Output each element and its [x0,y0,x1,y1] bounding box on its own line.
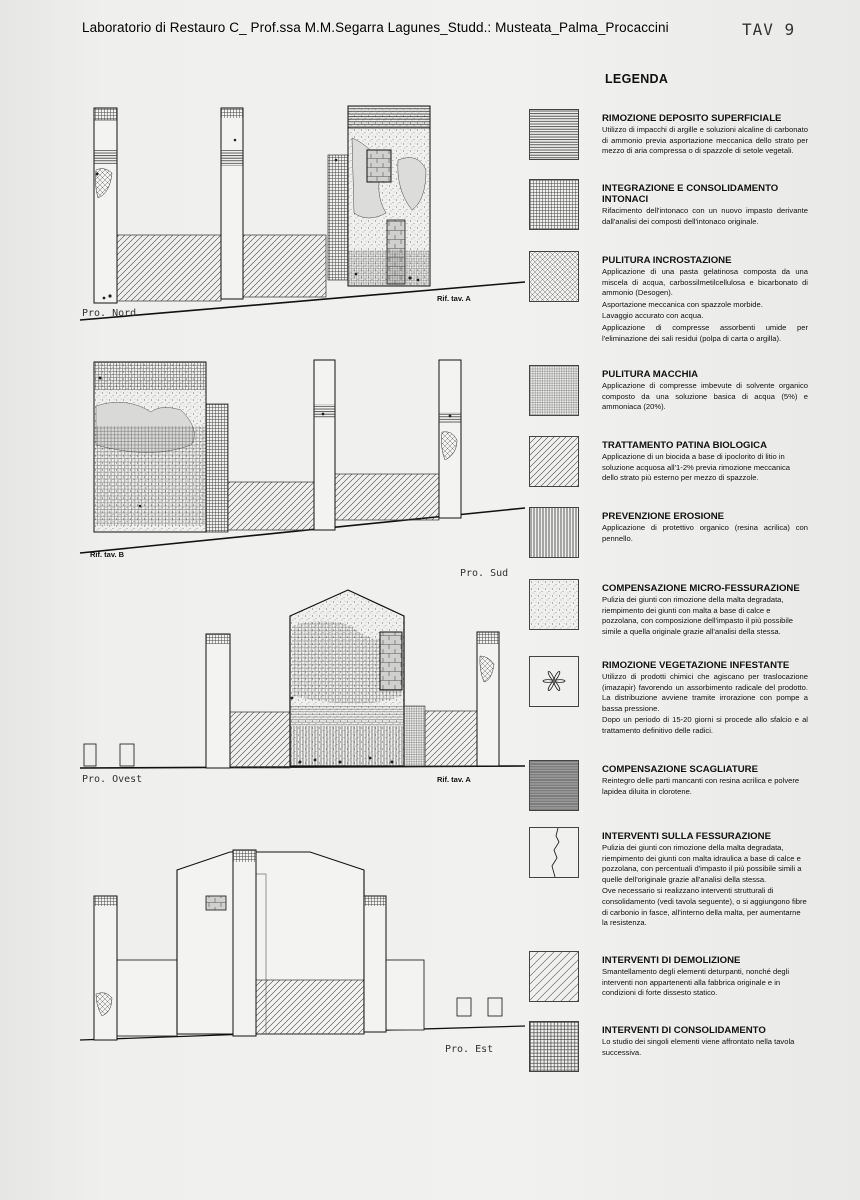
legend-item [602,255,808,344]
legend-item-title: RIMOZIONE VEGETAZIONE INFESTANTE [602,660,790,671]
rif-tav-north: Rif. tav. A [437,294,471,303]
legend-item [602,583,808,637]
sheet-header-title: Laboratorio di Restauro C_ Prof.ssa M.M.Segarra Lagunes_Studd.: Musteata_Palma_Procaccini [82,20,669,35]
legend-item-description: Applicazione di compresse imbevute di solvente organico composto da una soluzione basica di acqua (5%) e ammoniaca (20%). [602,381,808,412]
legend-item-title: INTERVENTI DI DEMOLIZIONE [602,955,741,966]
legend-item [602,955,808,999]
legend-item [602,1025,808,1058]
legend-item [602,764,808,797]
legend-swatch-diagcross [529,251,579,302]
elevation-north [80,100,525,320]
legend-item-description: Dopo un periodo di 15-20 giorni si procede allo sfalcio e al trattamento definitivo delle radici. [602,715,808,735]
legend-swatch-dense [529,760,579,811]
legend-item-title: PULITURA MACCHIA [602,369,699,380]
label-pro-nord: Pro. Nord [82,308,137,319]
legend-item-title: INTERVENTI DI CONSOLIDAMENTO [602,1025,766,1036]
rif-tav-west: Rif. tav. A [437,775,471,784]
legend-item [602,113,808,157]
legend-item [602,831,808,929]
legend-item-description: Pulizia dei giunti con rimozione della malta degradata, riempimento dei giunti con malta idraulica a base di calce e pozzolana, con percentuali d'impasto il più possibile simili a quelle dell'originale grazie all'analisi della stessa. [602,843,802,884]
legend-swatch-crack [529,827,579,878]
legend-item [602,183,808,227]
label-pro-sud: Pro. Sud [460,568,509,579]
legend-swatch-dots [529,579,579,630]
legend-item [602,660,808,737]
legend-item-description: Lavaggio accurato con acqua. [602,311,704,321]
rif-tav-south: Rif. tav. B [90,550,125,559]
legend-item-description: Reintegro delle parti mancanti con resina acrilica e polvere lapidea diluita in clorotene. [602,776,800,796]
legend-item-description: Smantellamento degli elementi deturpanti, nonché degli interventi non appartenenti alla fabbrica originale e in condizioni di forte dissesto statico. [602,967,790,998]
legend-title: LEGENDA [605,72,669,86]
legend-item-title: INTEGRAZIONE E CONSOLIDAMENTO INTONACI [602,183,779,205]
legend-item [602,440,808,484]
legend-swatch-grid [529,179,579,230]
legend-swatch-asterisk [529,656,579,707]
legend-item-title: INTERVENTI SULLA FESSURAZIONE [602,831,771,842]
legend-swatch-grid2 [529,1021,579,1072]
elevation-east [80,844,525,1044]
legend-item-description: Applicazione di protettivo organico (resina acrilica) con pennello. [602,523,808,543]
label-pro-ovest: Pro. Ovest [82,774,143,785]
legend-item-title: COMPENSAZIONE SCAGLIATURE [602,764,758,775]
legend-item-description: Rifacimento dell'intonaco con un nuovo impasto derivante dall'analisi dei composti dell'intonaco originale. [602,206,808,226]
legend-item-title: COMPENSAZIONE MICRO-FESSURAZIONE [602,583,800,594]
legend-swatch-hlines [529,109,579,160]
legend-item-description: Applicazione di compresse assorbenti umide per l'eliminazione dei sali residui (polpa di carta o argilla). [602,322,808,343]
label-pro-est: Pro. Est [445,1044,494,1055]
legend-item-description: Asportazione meccanica con spazzole morbide. [602,299,763,309]
legend-item [602,511,808,544]
legend-swatch-vlines [529,507,579,558]
legend-item-description: Utilizzo di impacchi di argille e soluzioni alcaline di carbonato di ammonio previa asportazione meccanica dello strato per mezzo di aria compressa o di spazzole di setole vegetali. [602,125,808,156]
legend-swatch-diag [529,436,579,487]
legend-swatch-finegrid [529,365,579,416]
elevation-south [80,356,525,556]
table-number: TAV 9 [742,20,796,39]
elevation-west [80,586,525,776]
legend-item-title: RIMOZIONE DEPOSITO SUPERFICIALE [602,113,782,124]
legend-item-description: Lo studio dei singoli elementi viene affrontato nella tavola successiva. [602,1037,795,1057]
legend-swatch-diagwide [529,951,579,1002]
legend-item-description: Applicazione di un biocida a base di ipoclorito di litio in soluzione acquosa all'1-2% previa rimozione meccanica dello strato più esterno per mezzo di spazzole. [602,452,791,483]
legend-item-description: Applicazione di una pasta gelatinosa composta da una miscela di acqua, carbossilmetilcellulosa e bicarbonato di ammonio (Desogen). [602,267,808,298]
legend-item-description: Utilizzo di prodotti chimici che agiscano per traslocazione (imazapir) favorendo un assorbimento radicale del prodotto. La distribuzione avviene tramite irrorazione con pompe a bassa pressione. [602,672,808,713]
legend-item-description: Ove necessario si realizzano interventi strutturali di consolidamento (vedi tavola seguente), o si aggiungono fibre di carbonio in fasce, all'interno della malta, per aumentarne la resistenza. [602,886,807,928]
legend-item-title: PREVENZIONE EROSIONE [602,511,725,522]
legend-item-title: TRATTAMENTO PATINA BIOLOGICA [602,440,768,451]
legend-item-description: Pulizia dei giunti con rimozione della malta degradata, riempimento dei giunti con malta a base di calce e pozzolana, con composizione dell'impasto il più possibile simile a quella originale grazie all'analisi della stessa. [602,595,793,636]
legend-item-title: PULITURA INCROSTAZIONE [602,255,732,266]
legend-item [602,369,808,413]
